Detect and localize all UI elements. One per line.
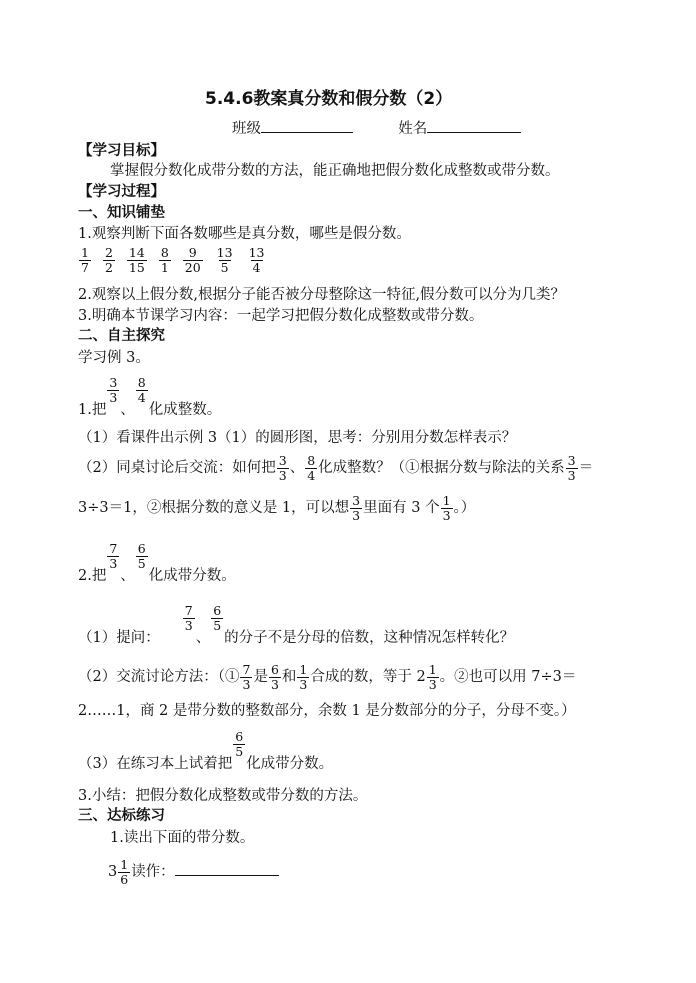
name-label: 姓名 [398,121,428,137]
fraction: $\frac{14}{15}$ [128,245,145,275]
fraction: $\frac{8}{4}$ [307,452,316,483]
mixed-whole: 3 [108,864,118,880]
fraction: $\frac{1}{6}$ [120,856,129,887]
section2-p2: 2.把 $\frac{7}{3}$ 、 $\frac{6}{5}$ 化成带分数。 [78,541,236,584]
section2-p1-1: （1）看课件出示例 3（1）的圆形图，思考：分别用分数怎样表示？ [78,430,517,446]
name-blank[interactable] [427,118,521,133]
section2-p3: 3.小结：把假分数化成整数或带分数的方法。 [78,788,368,804]
page-title: 5.4.6教案真分数和假分数（2） [205,89,453,109]
class-label: 班级 [232,121,261,137]
section3-q1: 1.读出下面的带分数。 [110,830,255,846]
fraction: $\frac{3}{3}$ [352,492,361,523]
fraction: $\frac{1}{7}$ [81,245,89,275]
fraction: $\frac{8}{1}$ [160,245,169,275]
fraction: $\frac{9}{20}$ [184,245,201,275]
section2-intro: 学习例 3。 [78,350,150,366]
fraction: $\frac{2}{2}$ [104,245,113,275]
section2-p1: 1.把 $\frac{3}{3}$ 、 $\frac{8}{4}$ 化成整数。 [78,375,222,418]
mixed-number-line [108,855,279,889]
goal-text: 掌握假分数化成带分数的方法，能正确地把假分数化成整数或带分数。 [110,163,560,179]
fraction: $\frac{1}{3}$ [442,492,451,523]
section2-p2-3: （3）在练习本上试着把 $\frac{6}{5}$ 化成带分数。 [78,729,334,772]
section2-p2-2-line1: （2）交流讨论方法：（① $\frac{7}{3}$ 是 $\frac{6}{3}$ 和 $\frac{1}{3}$ 合成的数，等于 2 $\frac{1}{3}$ 。②也可以用 7÷3＝ [78,661,577,692]
goal-heading: 【学习目标】 [78,143,165,159]
section2-p1-2-line1: （2）同桌讨论后交流：如何把 $\frac{3}{3}$ 、 $\frac{8}{4}$ 化成整数？（①根据分数与除法的关系 $\frac{3}{3}$ ＝ [78,452,594,483]
fraction: $\frac{3}{3}$ [278,452,287,483]
fraction: $\frac{13}{5}$ [216,245,233,275]
section1-q2: 2.观察以上假分数,根据分子能否被分母整除这一特征,假分数可以分为几类？ [78,287,566,303]
class-name-line [232,118,521,139]
fraction: $\frac{6}{3}$ [270,661,279,692]
read-answer-blank[interactable] [175,861,279,876]
fraction: $\frac{7}{3}$ [184,603,193,633]
fraction: $\frac{3}{3}$ [567,452,576,483]
fraction: $\frac{8}{4}$ [137,375,146,405]
fraction: $\frac{1}{3}$ [428,661,437,692]
section2-heading: 二、自主探究 [78,328,165,344]
class-blank[interactable] [261,118,353,133]
section2-p2-2-line2: 2……1，商 2 是带分数的整数部分，余数 1 是分数部分的分子，分母不变。） [78,703,576,719]
section1-q3: 3.明确本节课学习内容：一起学习把假分数化成整数或带分数。 [78,308,484,324]
section2-p2-1: （1）提问： $\frac{7}{3}$ 、 $\frac{6}{5}$ 的分子不是分母的倍数，这种情况怎样转化？ [78,603,515,646]
fraction: $\frac{7}{3}$ [242,661,251,692]
fraction-list [78,246,267,275]
process-heading: 【学习过程】 [78,184,165,200]
fraction: $\frac{6}{5}$ [213,603,222,633]
fraction: $\frac{1}{3}$ [299,661,308,692]
fraction: $\frac{6}{5}$ [235,729,244,759]
section2-p1-2-line2: 3÷3＝1，②根据分数的意义是 1，可以想 $\frac{3}{3}$ 里面有 3 个 $\frac{1}{3}$ 。） [78,492,476,523]
fraction: $\frac{7}{3}$ [109,541,118,571]
fraction: $\frac{3}{3}$ [109,375,118,405]
section1-heading: 一、知识铺垫 [78,205,165,221]
read-label: 读作： [131,864,175,880]
section3-heading: 三、达标练习 [78,808,165,824]
section1-q1: 1.观察判断下面各数哪些是真分数，哪些是假分数。 [78,226,411,242]
fraction: $\frac{13}{4}$ [248,245,265,275]
fraction: $\frac{6}{5}$ [137,541,146,571]
